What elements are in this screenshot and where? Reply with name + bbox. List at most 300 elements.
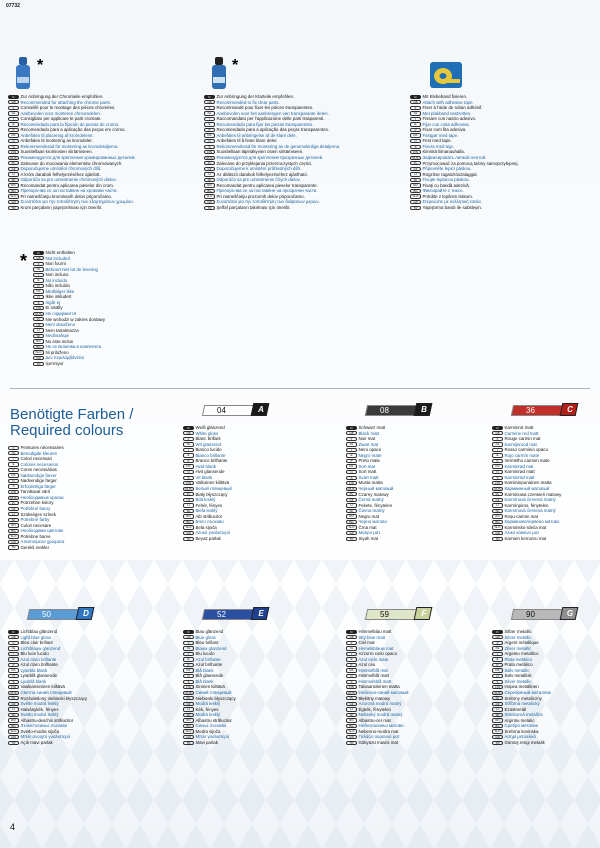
translation-text: Niebieski błyszczący (195, 695, 236, 701)
language-code-badge: GR (8, 540, 19, 544)
translation-text: Hemelsblauw mat (358, 645, 394, 651)
chrome-instructions (8, 94, 198, 210)
translation-text: Karminowa czerwień matowy (504, 491, 562, 497)
translation-text: Cores necessárias (20, 467, 57, 473)
translation-text: Doporučujeme umístění chromových dílů. (20, 166, 102, 172)
language-code-badge: TR (183, 537, 194, 541)
translation-text: Recomendado para a aplicação das peças em cromo. (20, 127, 126, 133)
translation-text: Zwart mat (358, 441, 379, 447)
translation-text: A króm darabok felhelyezéséhez ajánlott. (20, 171, 101, 177)
language-line (346, 740, 486, 746)
swatch-number: 08 (380, 406, 389, 415)
language-code-badge: RUS (346, 691, 357, 695)
translation-text: Potrebné farby (20, 517, 50, 523)
language-code-badge: I (8, 117, 19, 121)
language-code-badge: TR (204, 206, 215, 210)
swatch-letter: A (258, 405, 264, 414)
language-code-badge: FIN (33, 306, 44, 310)
translation-text: Рекомендуется для крепления хромированных деталей. (20, 155, 136, 161)
language-code-badge: SK (8, 713, 19, 717)
language-code-badge: CZ (492, 498, 503, 502)
language-code-badge: GR (410, 200, 421, 204)
translation-text: Noir mat (358, 436, 376, 442)
translation-text: Карминовочервено матово (504, 519, 560, 525)
language-code-badge: PL (8, 501, 19, 505)
language-code-badge: CZ (346, 702, 357, 706)
translation-text: Carmine red matt (504, 430, 539, 436)
swatch-number: 36 (526, 406, 535, 415)
language-code-badge: SK (346, 509, 357, 513)
language-code-badge: DK (410, 133, 421, 137)
translation-text: Sky blue matt (358, 634, 386, 640)
translation-text: Необходими цветове (20, 528, 64, 534)
translation-text: Weiß glänzend (195, 425, 225, 430)
translation-text: Silver metallic (504, 678, 532, 684)
language-code-badge: D (346, 426, 357, 430)
translation-text: Lichtblau glänzend (20, 629, 58, 634)
translation-text: Met plakband vastzetten. (422, 110, 472, 116)
translation-text: Culori necesare (20, 522, 52, 528)
translation-text: Anbefales til å feste klare deler. (216, 138, 278, 144)
translation-text: Fixujte lepiacou páskou. (422, 177, 470, 183)
translation-text: Karminrød mat (504, 463, 534, 469)
translation-text: Sølv metallisk (504, 673, 532, 679)
language-code-badge: BG (492, 724, 503, 728)
language-code-badge: P (492, 663, 503, 667)
language-code-badge: H (183, 503, 194, 507)
translation-text: İçermiyor (45, 360, 64, 366)
translation-text: Rosso carminio opaco (504, 447, 548, 453)
translation-text: Branco brilhante (195, 458, 228, 464)
language-code-badge: GR (492, 735, 503, 739)
language-code-badge: FIN (410, 150, 421, 154)
translation-text: Preto mate (358, 458, 380, 464)
translation-text: Biały błyszczący (195, 491, 228, 497)
translation-text: Recomendado para fijar las piezas transparentes. (216, 121, 314, 127)
translation-text: Błękitny matowy (358, 695, 391, 701)
language-code-badge: S (8, 484, 19, 488)
language-code-badge: NL (492, 442, 503, 446)
language-line (8, 545, 178, 551)
language-code-badge: RUS (410, 156, 421, 160)
language-code-badge: GR (492, 531, 503, 535)
translation-text: Sininen kiiltävä (195, 684, 225, 690)
language-code-badge: SK (346, 713, 357, 717)
language-code-badge: S (204, 145, 215, 149)
language-line (8, 205, 198, 211)
language-code-badge: F (8, 641, 19, 645)
language-code-badge: SK (492, 713, 503, 717)
translation-text: Фиксирайте с тиксо. (422, 188, 464, 194)
translation-text: Albastru-cer mat (358, 717, 391, 723)
language-line (492, 740, 600, 746)
translation-text: Roșu-carmin mat (504, 513, 538, 519)
language-code-badge: GB (410, 100, 421, 104)
language-code-badge: DK (346, 464, 357, 468)
language-code-badge: GR (183, 531, 194, 535)
translation-text: Azul brillante (195, 656, 221, 662)
colour-swatch-b (366, 403, 436, 417)
language-code-badge: SLO (346, 729, 357, 733)
colour-swatch-f (366, 607, 436, 621)
language-code-badge: P (346, 459, 357, 463)
translation-text: Karminrot matt (504, 425, 534, 430)
language-code-badge: S (410, 145, 421, 149)
translation-text: Karmijnrood mat (504, 441, 537, 447)
translation-text: Recomendado para la fijación de piezas de cromo. (20, 121, 120, 127)
language-code-badge: NL (183, 646, 194, 650)
translation-text: Himmelblå mat (358, 667, 388, 673)
translation-text: Kék, fényes (195, 706, 219, 712)
translation-text: Rojo carmín mate (504, 452, 540, 458)
translation-text: Negru mat (358, 513, 379, 519)
translation-text: Ciel mat (358, 640, 375, 646)
translation-text: Rekommenderad för montering av de genomskinliga detaljerna. (216, 143, 341, 149)
language-code-badge: D (183, 630, 194, 634)
language-code-badge: SK (33, 334, 44, 338)
language-code-badge: RO (410, 183, 421, 187)
translation-text: Gökyüzü mavisi mat (358, 739, 399, 745)
language-code-badge: NL (8, 451, 19, 455)
language-code-badge: N (492, 470, 503, 474)
language-code-badge: H (346, 707, 357, 711)
language-code-badge: E (492, 657, 503, 661)
language-code-badge: I (492, 448, 503, 452)
language-code-badge: S (183, 680, 194, 684)
language-code-badge: N (346, 470, 357, 474)
translation-text: Benodigde kleuren (20, 450, 58, 456)
translation-text: Azul claro brilhante (20, 662, 58, 668)
translation-text: Ni priloženo (45, 349, 69, 355)
translation-text: Mavi parlak (195, 739, 218, 745)
language-code-badge: S (346, 476, 357, 480)
language-code-badge: D (346, 630, 357, 634)
translation-text: Fissare con nastro adesivo. (422, 116, 477, 122)
colour-swatch-c (512, 403, 582, 417)
swatch-translations (346, 629, 486, 745)
language-code-badge: D (183, 426, 194, 430)
translation-text: Zalecane do mocowania elementów chromowanych. (20, 160, 123, 166)
translation-text: Alb strălucitor (195, 513, 223, 519)
translation-text: Wit glanzend (195, 441, 221, 447)
swatch-letter: E (258, 609, 264, 618)
translation-text: Srebrny metaliczny (504, 695, 542, 701)
translation-text: Anbefales til montering av kromdeler. (20, 138, 93, 144)
language-code-badge: RUS (183, 691, 194, 695)
language-code-badge: SK (410, 178, 421, 182)
language-code-badge: GB (183, 431, 194, 435)
translation-text: Şeffaf parçaların takılması için önerilir. (216, 204, 291, 210)
translation-text: Himmelblå matt (358, 673, 389, 679)
translation-text: Anbefales til anbringelse af de klare dele. (216, 132, 297, 138)
translation-text: Blu luce lucido (20, 651, 49, 657)
translation-text: Άλικο κόκκινο ματ (504, 530, 540, 536)
language-code-badge: H (204, 172, 215, 176)
translation-text: Vermelho carmim mate (504, 458, 550, 464)
translation-text: Не содержится (45, 311, 77, 317)
language-code-badge: CZ (8, 702, 19, 706)
language-code-badge: F (492, 641, 503, 645)
language-code-badge: CZ (8, 507, 19, 511)
translation-text: Odporúča sa pre umiestnenie čírych dielov. (216, 177, 301, 183)
swatch-translations (183, 629, 323, 745)
language-code-badge: DK (8, 133, 19, 137)
language-code-badge: GB (346, 431, 357, 435)
language-code-badge: BG (183, 724, 194, 728)
language-code-badge: I (183, 448, 194, 452)
language-code-badge: BG (492, 520, 503, 524)
translation-text: Karminröd matt (504, 474, 535, 480)
language-line (410, 205, 596, 211)
translation-text: Препоръчва се за поставяне на хромови части. (20, 188, 118, 194)
translation-text: Ikke inkludert (45, 294, 72, 300)
language-code-badge: E (8, 657, 19, 661)
language-code-badge: RO (8, 183, 19, 187)
translation-text: Kiinnitä liimanauhalla. (422, 149, 465, 155)
language-code-badge: SLO (33, 350, 44, 354)
language-code-badge: GR (33, 356, 44, 360)
translation-text: Fastgør med tape. (422, 132, 459, 138)
language-code-badge: RO (492, 718, 503, 722)
language-line (204, 205, 400, 211)
language-code-badge: H (492, 707, 503, 711)
translation-text: Zur Anbringung der Chromteile empfohlen. (20, 94, 104, 99)
language-code-badge: I (492, 652, 503, 656)
language-code-badge: TR (346, 741, 357, 745)
translation-text: Non incluso (45, 272, 69, 278)
translation-text: Conseillé pour le montage des pièces chromées. (20, 105, 116, 111)
language-code-badge: TR (492, 537, 503, 541)
translation-text: Blå blank (195, 678, 214, 684)
language-code-badge: DK (8, 473, 19, 477)
language-line (346, 536, 486, 542)
language-code-badge: H (346, 503, 357, 507)
translation-text: Синий глянцевый (195, 690, 232, 696)
language-code-badge: S (492, 680, 503, 684)
language-code-badge: GB (346, 635, 357, 639)
translation-text: Himmelblau matt (358, 629, 392, 634)
language-line (492, 536, 600, 542)
translation-text: Prata metálico (504, 662, 533, 668)
language-code-badge: BG (8, 529, 19, 533)
language-code-badge: H (492, 503, 503, 507)
language-code-badge: SLO (410, 194, 421, 198)
swatch-translations (183, 425, 323, 541)
translation-text: Συνιστάται για την τοποθέτηση των διάφανων μερών. (216, 199, 320, 205)
translation-text: Blue gloss (195, 634, 216, 640)
language-code-badge: P (492, 459, 503, 463)
translation-text: Не се включва в комплекта (45, 344, 102, 350)
language-code-badge: PL (33, 317, 44, 321)
language-code-badge: E (8, 462, 19, 466)
translation-text: Nicht enthalten (45, 250, 75, 255)
language-code-badge: P (8, 468, 19, 472)
language-code-badge: I (346, 448, 357, 452)
language-code-badge: E (492, 453, 503, 457)
language-code-badge: S (8, 145, 19, 149)
language-code-badge: N (183, 470, 194, 474)
language-code-badge: SLO (8, 729, 19, 733)
translation-text: Taivaansininen matta (358, 684, 400, 690)
translation-text: Blå blank (195, 667, 214, 673)
language-code-badge: S (183, 476, 194, 480)
language-code-badge: TR (8, 206, 19, 210)
translation-text: Modrá lesklý (195, 701, 221, 707)
language-code-badge: D (8, 630, 19, 634)
language-code-badge: NL (8, 111, 19, 115)
translation-text: Rekommenderad för montering av kromdetaljerna. (20, 143, 119, 149)
translation-text: Blanco brillante (195, 452, 226, 458)
language-code-badge: S (346, 680, 357, 684)
language-code-badge: N (204, 139, 215, 143)
translation-text: Colori necessari (20, 456, 52, 462)
language-code-badge: D (8, 95, 19, 99)
translation-text: Potrebne barve (20, 533, 51, 539)
language-code-badge: I (33, 273, 44, 277)
translation-text: Fehér, fényes (195, 502, 223, 508)
swatch-translations (346, 425, 486, 541)
translation-text: Karminsko-rdeča mat (504, 524, 547, 530)
language-code-badge: GR (346, 531, 357, 535)
translation-text: Blå glansende (195, 673, 224, 679)
language-line (183, 536, 323, 542)
translation-text: Azzurro cielo opaco (358, 651, 398, 657)
translation-text: Bleu brillant (195, 640, 219, 646)
language-code-badge: SK (8, 178, 19, 182)
translation-text: Gerekli renkler (20, 544, 50, 550)
language-code-badge: RUS (492, 691, 503, 695)
translation-text: Bílá lesklý (195, 497, 216, 503)
translation-text: Czarny matowy (358, 491, 389, 497)
translation-text: Светло-синий глянцевый (20, 690, 72, 696)
translation-text: Krom parçaların yapıştırılması için önerilir. (20, 204, 103, 210)
translation-text: Zalecane do przyklejania przezroczystych części. (216, 160, 313, 166)
translation-text: Não incluído (45, 283, 70, 289)
language-code-badge: BG (410, 189, 421, 193)
translation-text: Karmínová červená matný (504, 508, 556, 514)
translation-text: Valkoinen kiiltävä (195, 480, 230, 486)
translation-text: Kamiininpunainen matta (504, 480, 552, 486)
translation-text: Raccomandato per l'applicazione delle parti trasparenti. (216, 116, 325, 122)
language-code-badge: SK (204, 178, 215, 182)
language-code-badge: TR (33, 362, 44, 366)
language-code-badge: NL (8, 646, 19, 650)
translation-text: Серебряный металлик (504, 690, 551, 696)
language-code-badge: CZ (346, 498, 357, 502)
translation-text: Svetlo modrá lesklý (20, 712, 59, 718)
language-code-badge: GB (204, 100, 215, 104)
language-code-badge: P (183, 663, 194, 667)
translation-text: Bleu clair brillant (20, 640, 53, 646)
language-code-badge: H (8, 707, 19, 711)
translation-text: Beyaz parlak (195, 535, 221, 541)
not-included-star-icon: * (37, 57, 44, 74)
translation-text: Przymocować za pomocą taśmy samoprzylepnej. (422, 160, 519, 166)
language-code-badge: N (8, 479, 19, 483)
translation-text: Musta matta (358, 480, 383, 486)
translation-text: Необходимые краски (20, 494, 64, 500)
language-code-badge: E (8, 122, 19, 126)
swatch-letter: G (566, 609, 574, 618)
language-code-badge: I (183, 652, 194, 656)
language-code-badge: F (204, 106, 215, 110)
swatch-translations (492, 629, 600, 745)
translation-text: Vaaleansininen kiiltävä (20, 684, 65, 690)
translation-text: Siyah mat (358, 535, 379, 541)
translation-text: Черный матовый (358, 486, 394, 492)
language-code-badge: H (183, 707, 194, 711)
required-colours-translations (8, 445, 178, 550)
translation-text: Ασημί μεταλλικό (504, 734, 536, 740)
language-code-badge: RO (8, 523, 19, 527)
language-code-badge: N (346, 674, 357, 678)
language-code-badge: FIN (346, 685, 357, 689)
language-code-badge: TR (410, 206, 421, 210)
language-code-badge: PL (346, 492, 357, 496)
language-code-badge: BG (183, 520, 194, 524)
translation-text: Consigliato per applicare le parti cromate. (20, 116, 102, 122)
language-code-badge: BG (204, 189, 215, 193)
translation-text: Recomendado para a aplicação das peças transparentes. (216, 127, 330, 133)
translation-text: Silber metallic (504, 629, 532, 634)
translation-text: Attach with adhesive tape. (422, 99, 474, 105)
translation-text: Not included (45, 255, 70, 261)
language-code-badge: GB (183, 635, 194, 639)
language-code-badge: SLO (492, 525, 503, 529)
translation-text: Небесно-синий матовый (358, 690, 409, 696)
language-code-badge: RUS (204, 156, 215, 160)
language-code-badge: TR (492, 741, 503, 745)
language-code-badge: I (8, 457, 19, 461)
language-code-badge: SK (492, 509, 503, 513)
translation-text: Απαιτούμενα χρώματα (20, 539, 65, 545)
translation-text: Fixar com fita adesiva. (422, 127, 467, 133)
translation-text: Vit blank (195, 474, 213, 480)
language-code-badge: RUS (183, 487, 194, 491)
translation-text: Zilver metallic (504, 645, 532, 651)
page-reference: 07732 (6, 3, 20, 9)
translation-text: Nødvendige farger (20, 478, 57, 484)
translation-text: Pritrdite z lepilnim trakom. (422, 193, 474, 199)
language-code-badge: DK (492, 668, 503, 672)
language-code-badge: P (8, 128, 19, 132)
language-line (183, 740, 323, 746)
translation-text: Azul claro brillante (20, 656, 57, 662)
language-code-badge: DK (492, 464, 503, 468)
language-code-badge: D (492, 426, 503, 430)
translation-text: Karmínová červená matný (504, 497, 556, 503)
language-code-badge: N (8, 139, 19, 143)
swatch-letter: B (421, 405, 427, 414)
swatch-number: 04 (217, 406, 226, 415)
language-code-badge: TR (183, 741, 194, 745)
language-code-badge: N (8, 674, 19, 678)
language-code-badge: RUS (346, 487, 357, 491)
translation-text: Рекомендуется для крепления прозрачных деталей. (216, 155, 324, 161)
language-code-badge: PL (204, 161, 215, 165)
language-code-badge: GR (8, 200, 19, 204)
translation-text: Nie wchodzi w zakres dostawy (45, 316, 106, 322)
translation-text: Yapıştırma bandı ile sabitleyin. (422, 204, 482, 210)
translation-text: Στερεώστε με κολλητική ταινία. (422, 199, 482, 205)
translation-text: Azurová modrá matný (358, 701, 402, 707)
translation-text: Albastru strălucitor (195, 717, 232, 723)
language-code-badge: RO (33, 339, 44, 343)
language-code-badge: NL (410, 111, 421, 115)
language-code-badge: E (346, 657, 357, 661)
translation-text: Μπλε γυαλιστερό (195, 734, 230, 740)
translation-text: Medfølger ikke (45, 288, 75, 294)
